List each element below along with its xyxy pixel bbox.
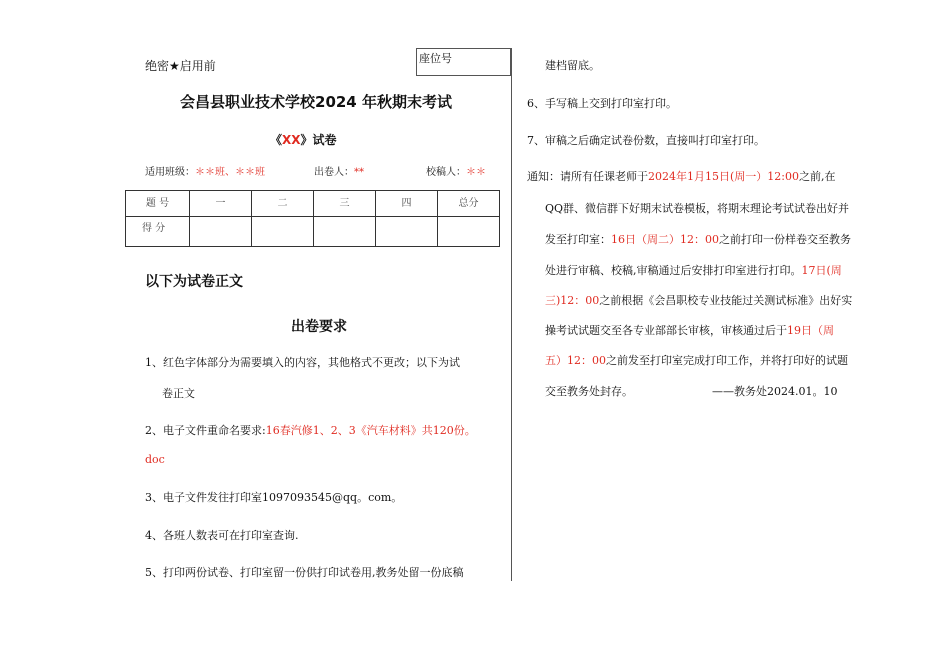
paper-title-prefix: 《 [270, 133, 283, 147]
notice-deadline: 19日（周 [787, 324, 834, 337]
seat-number-label: 座位号 [419, 52, 452, 65]
notice-line-1 [527, 168, 835, 184]
score-input-cell[interactable] [314, 217, 376, 247]
score-input-cell[interactable] [376, 217, 438, 247]
notice-signature: ——教务处2024.01。10 [712, 385, 838, 398]
requirement-5: 5、打印两份试卷、打印室留一份供打印试卷用,教务处留一份底稿 [145, 566, 464, 579]
reviewer-value: ＊＊ [466, 167, 486, 178]
requirement-1-cont: 卷正文 [162, 387, 195, 400]
requirement-7: 7、审稿之后确定试卷份数，直接叫打印室打印。 [527, 134, 765, 147]
table-cell: 四 [376, 191, 438, 217]
table-cell: 三 [314, 191, 376, 217]
score-table-header-row [126, 191, 500, 217]
class-value: ＊＊班、＊＊班 [195, 167, 265, 178]
paper-title-suffix: 》试卷 [300, 133, 337, 147]
section-title: 以下为试卷正文 [145, 274, 243, 290]
requirement-2-ext: doc [145, 453, 165, 466]
table-cell: 二 [252, 191, 314, 217]
confidential-label: 绝密★启用前 [145, 59, 216, 73]
notice-line-2: QQ群、微信群下好期末试卷模板，将期末理论考试试卷出好并 [545, 202, 850, 215]
score-table [125, 190, 500, 247]
notice-line-7 [545, 352, 848, 368]
notice-text: 之前,在 [798, 170, 836, 183]
author-info [314, 163, 364, 178]
table-cell: 得 分 [126, 217, 190, 247]
notice-text: 之前打印一份样卷交至教务 [719, 233, 851, 246]
notice-deadline: 三)12：00 [545, 294, 600, 307]
notice-deadline: 17日(周 [801, 264, 842, 277]
notice-text: 通知：请所有任课老师于 [527, 170, 648, 183]
score-table-score-row [126, 217, 500, 247]
author-value: ** [354, 167, 364, 178]
notice-line-6 [545, 322, 834, 338]
notice-line-5 [545, 292, 852, 308]
notice-line-3 [545, 231, 851, 247]
table-cell: 题 号 [126, 191, 190, 217]
class-info [145, 163, 265, 178]
score-input-cell[interactable] [252, 217, 314, 247]
score-input-cell[interactable] [438, 217, 500, 247]
reviewer-info [426, 163, 486, 178]
requirement-3: 3、电子文件发往打印室1097093545@qq。com。 [145, 491, 403, 504]
requirement-2-filename: 16春汽修1、2、3《汽车材料》共120份。 [265, 424, 476, 437]
notice-text: 处进行审稿、校稿,审稿通过后安排打印室进行打印。 [545, 264, 802, 277]
notice-line-8: 交至教务处封存。 [545, 385, 633, 398]
notice-line-4 [545, 262, 842, 278]
requirement-2 [145, 422, 476, 438]
table-cell: 总分 [438, 191, 500, 217]
notice-text: 操考试试题交至各专业部部长审核，审核通过后于 [545, 324, 787, 337]
notice-deadline: 16日（周二）12：00 [611, 233, 719, 246]
notice-deadline: 五）12：00 [545, 354, 606, 367]
paper-title [270, 131, 337, 148]
school-title: 会昌县职业技术学校2024 年秋期末考试 [180, 93, 452, 111]
notice-text: 之前发至打印室完成打印工作，并将打印好的试题 [606, 354, 848, 367]
column-divider [511, 48, 512, 581]
score-input-cell[interactable] [190, 217, 252, 247]
requirement-2-text: 2、电子文件重命名要求: [145, 424, 266, 437]
requirements-title: 出卷要求 [291, 319, 347, 335]
requirement-5-cont: 建档留底。 [545, 59, 600, 72]
class-label: 适用班级： [145, 167, 195, 178]
requirement-6: 6、手写稿上交到打印室打印。 [527, 97, 677, 110]
notice-text: 之前根据《会昌职校专业技能过关测试标准》出好实 [599, 294, 853, 307]
notice-deadline: 2024年1月15日(周一）12:00 [648, 170, 799, 183]
paper-title-placeholder: XX [282, 133, 301, 147]
seat-number-box [416, 48, 511, 76]
reviewer-label: 校稿人： [426, 167, 466, 178]
author-label: 出卷人： [314, 167, 354, 178]
table-cell: 一 [190, 191, 252, 217]
requirement-4: 4、各班人数表可在打印室查询. [145, 529, 299, 542]
notice-text: 发至打印室： [545, 233, 611, 246]
requirement-1: 1、红色字体部分为需要填入的内容，其他格式不更改；以下为试 [145, 356, 460, 369]
